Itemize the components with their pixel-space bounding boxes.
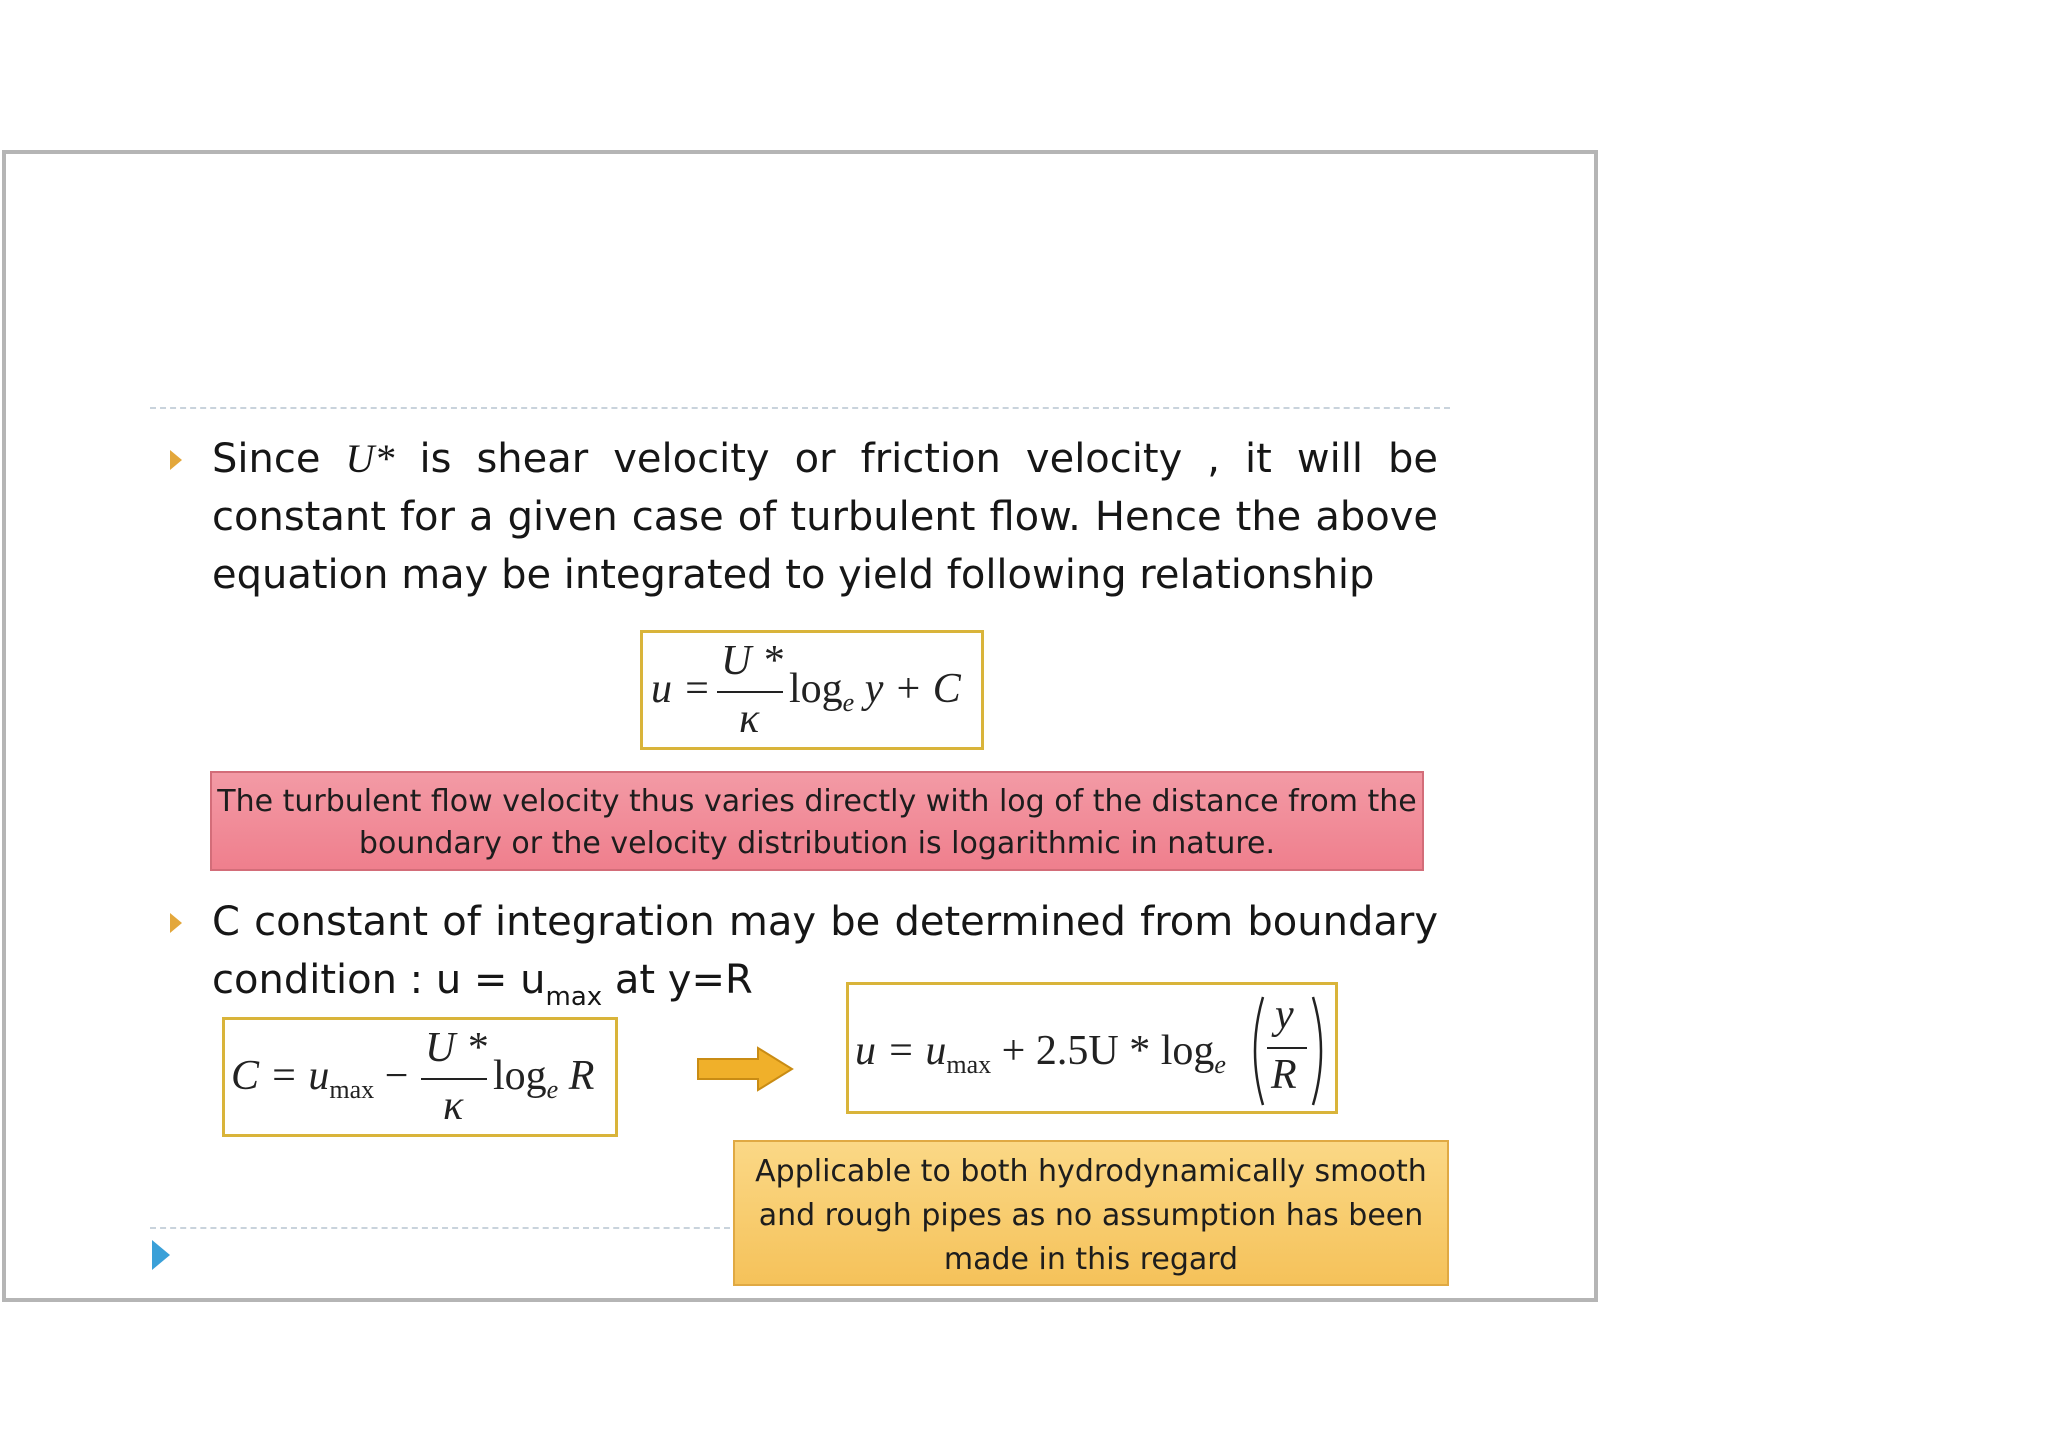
eq-numerator: U *: [425, 1025, 487, 1071]
equation-box-constant-c: [222, 1017, 618, 1137]
eq-numerator: y: [1275, 992, 1294, 1038]
fraction-bar: [1267, 1047, 1307, 1049]
text-fragment: at y=R: [602, 957, 753, 1003]
bullet-paragraph-2: [212, 893, 1438, 951]
callout-line: The turbulent flow velocity thus varies directly with log of the distance from the: [217, 784, 1417, 819]
callout-line: Applicable to both hydrodynamically smooth: [755, 1154, 1427, 1189]
eq-denominator: κ: [739, 696, 760, 742]
fraction-bar: [717, 691, 783, 693]
arrow-right-icon: [696, 1046, 796, 1092]
eq-lhs: u =: [651, 666, 711, 712]
callout-line: boundary or the velocity distribution is logarithmic in nature.: [358, 826, 1276, 861]
left-paren-icon: [1245, 993, 1267, 1109]
bullet-paragraph-2-line-2: [212, 951, 912, 1026]
paragraph-line: constant for a given case of turbulent flow. Hence the above: [212, 494, 1438, 540]
eq-lhs: C = u: [231, 1053, 330, 1099]
log-base: e: [546, 1075, 559, 1105]
bottom-divider: [150, 1227, 730, 1229]
top-divider: [150, 407, 1450, 409]
eq-lhs: u = u: [855, 1028, 947, 1074]
subscript-max: max: [545, 982, 603, 1012]
right-paren-icon: [1309, 993, 1331, 1109]
paragraph-line: C constant of integration may be determined from boundary: [212, 899, 1438, 945]
paragraph-line: [212, 430, 1438, 488]
eq-denominator: R: [1271, 1052, 1297, 1098]
bullet-paragraph-1: [212, 430, 1438, 604]
callout-applicability-note: [733, 1140, 1449, 1286]
eq-numerator: U *: [721, 638, 783, 684]
equation-box-velocity-defect: [846, 982, 1338, 1114]
paragraph-line: equation may be integrated to yield following relationship: [212, 552, 1375, 598]
text-fragment: condition : u = u: [212, 957, 546, 1003]
log-function: log: [789, 666, 843, 712]
log-base: e: [1214, 1050, 1226, 1080]
subscript-max: max: [946, 1050, 992, 1080]
callout-logarithmic-note: [210, 771, 1424, 871]
eq-middle: + 2.5U * log: [991, 1028, 1215, 1074]
eq-denominator: κ: [443, 1083, 464, 1129]
text-fragment: is shear velocity or friction velocity , it will be: [394, 436, 1438, 482]
callout-line: and rough pipes as no assumption has been: [758, 1198, 1424, 1233]
log-function: log: [493, 1053, 547, 1099]
equation-box-velocity-log-law: [640, 630, 984, 750]
footer-arrow-icon: [152, 1240, 170, 1270]
minus-sign: −: [374, 1053, 409, 1099]
text-fragment: Since: [212, 436, 346, 482]
shear-velocity-symbol: U*: [345, 436, 395, 481]
subscript-max: max: [329, 1075, 375, 1105]
eq-rest: R: [558, 1053, 595, 1099]
bullet-arrow-icon: [170, 913, 182, 933]
callout-line: made in this regard: [943, 1242, 1239, 1277]
log-base: e: [842, 688, 855, 718]
fraction-bar: [421, 1078, 487, 1080]
bullet-arrow-icon: [170, 450, 182, 470]
eq-rest: y + C: [854, 666, 961, 712]
